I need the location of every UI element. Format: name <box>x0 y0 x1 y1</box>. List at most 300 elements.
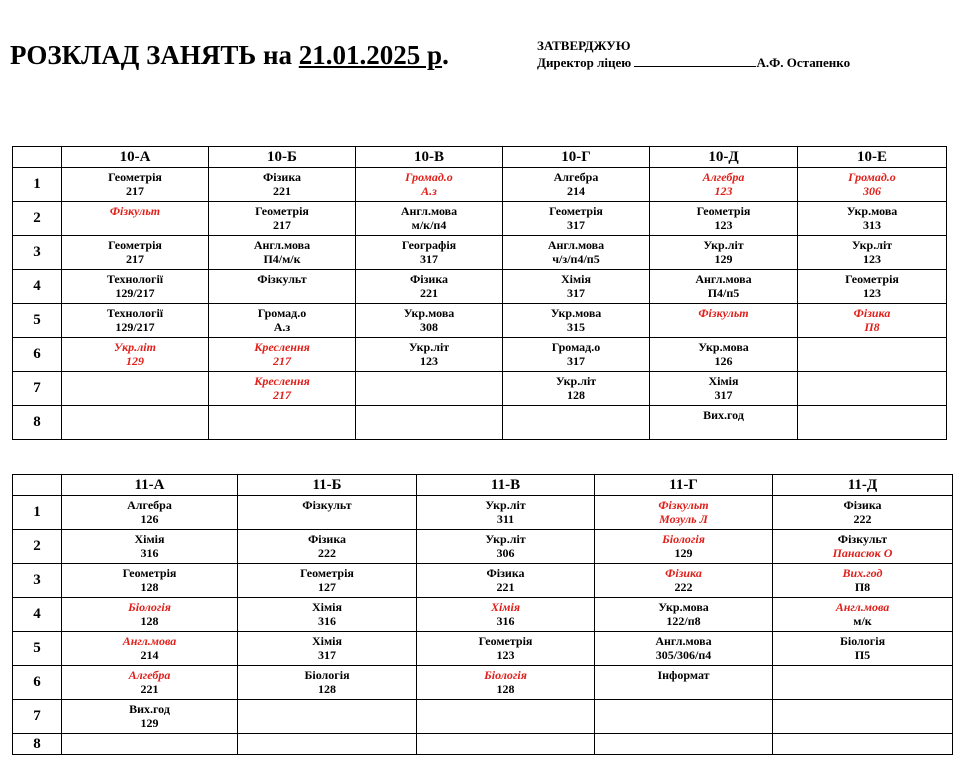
lesson-number: 1 <box>13 168 62 202</box>
subject: Креслення <box>254 374 310 388</box>
room: 217 <box>273 218 291 232</box>
room: П8 <box>854 580 871 594</box>
class-header: 11-А <box>62 475 238 496</box>
header-row <box>13 147 947 168</box>
room: П4/п5 <box>707 286 740 300</box>
lesson-cell <box>503 372 650 406</box>
lesson-entry <box>417 598 594 628</box>
lesson-number: 4 <box>13 598 62 632</box>
subject: Вих.год <box>842 566 883 580</box>
lesson-cell <box>209 304 356 338</box>
lesson-entry <box>595 530 772 560</box>
room: 316 <box>140 546 159 560</box>
subject: Хімія <box>708 374 739 388</box>
lesson-entry <box>62 202 208 218</box>
lesson-cell <box>773 598 953 632</box>
lesson-entry <box>209 304 355 334</box>
schedule-table-10 <box>12 146 947 440</box>
room: П5 <box>854 648 871 662</box>
lesson-row <box>13 666 953 700</box>
lesson-entry <box>62 530 237 560</box>
subject: Геометрія <box>300 566 354 580</box>
room: 316 <box>318 614 336 628</box>
lesson-cell <box>62 338 209 372</box>
lesson-entry <box>62 236 208 266</box>
lesson-cell <box>238 598 417 632</box>
lesson-cell <box>209 338 356 372</box>
lesson-entry <box>62 666 237 696</box>
room: 317 <box>318 648 336 662</box>
room: 129 <box>714 252 733 266</box>
room: 214 <box>140 648 159 662</box>
subject: Укр.літ <box>408 340 450 354</box>
lesson-cell <box>417 666 595 700</box>
lesson-cell <box>209 372 356 406</box>
lesson-entry <box>209 406 355 408</box>
lesson-entry <box>238 564 416 594</box>
lesson-entry <box>798 168 946 198</box>
lesson-cell <box>595 700 773 734</box>
room: А.з <box>421 184 437 198</box>
lesson-entry <box>238 700 416 702</box>
lesson-row <box>13 632 953 666</box>
lesson-entry <box>62 734 237 736</box>
room: 222 <box>674 580 693 594</box>
lesson-cell <box>417 700 595 734</box>
lesson-entry <box>417 530 594 560</box>
subject: Геометрія <box>122 566 177 580</box>
lesson-entry <box>62 304 208 334</box>
lesson-row <box>13 202 947 236</box>
lesson-entry <box>62 564 237 594</box>
lesson-entry <box>62 496 237 526</box>
signature-blank <box>634 56 756 67</box>
lesson-cell <box>650 372 798 406</box>
subject: Алгебра <box>702 170 745 184</box>
subject: Хімія <box>490 600 521 614</box>
room: 311 <box>496 512 515 526</box>
subject: Англ.мова <box>835 600 890 614</box>
lesson-cell <box>503 338 650 372</box>
subject: Фізика <box>665 566 702 580</box>
subject: Укр.мова <box>658 600 709 614</box>
subject: Хімія <box>312 634 342 648</box>
lesson-cell <box>503 304 650 338</box>
subject: Креслення <box>254 340 310 354</box>
subject: Фізкульт <box>257 272 307 286</box>
lesson-row <box>13 304 947 338</box>
lesson-cell <box>798 236 947 270</box>
lesson-entry <box>62 338 208 368</box>
approve-name: А.Ф. Остапенко <box>756 55 851 70</box>
lesson-cell <box>798 338 947 372</box>
lesson-entry <box>798 270 946 300</box>
class-header: 11-Б <box>238 475 417 496</box>
lesson-entry <box>595 666 772 682</box>
subject: Громад.о <box>551 340 601 354</box>
subject: Укр.літ <box>485 532 526 546</box>
lesson-cell <box>209 168 356 202</box>
lesson-entry <box>209 168 355 198</box>
subject: Фізика <box>307 532 347 546</box>
lesson-cell <box>595 632 773 666</box>
lesson-cell <box>595 734 773 755</box>
room: 129/217 <box>115 286 155 300</box>
room: 123 <box>714 218 733 232</box>
subject: Англ.мова <box>695 272 752 286</box>
lesson-entry <box>209 270 355 286</box>
room: 306 <box>496 546 515 560</box>
lesson-cell <box>62 304 209 338</box>
room: 214 <box>567 184 585 198</box>
lesson-entry <box>650 236 797 266</box>
lesson-entry <box>209 338 355 368</box>
room: П4/м/к <box>263 252 301 266</box>
lesson-number: 1 <box>13 496 62 530</box>
subject: Геометрія <box>478 634 533 648</box>
lesson-cell <box>595 666 773 700</box>
lesson-entry <box>62 270 208 300</box>
room: 221 <box>496 580 515 594</box>
lesson-cell <box>62 236 209 270</box>
lesson-entry <box>503 304 649 334</box>
lesson-cell <box>62 632 238 666</box>
subject: Біологія <box>304 668 350 682</box>
lesson-entry <box>417 496 594 526</box>
subject: Геометрія <box>108 238 162 252</box>
lesson-cell <box>238 496 417 530</box>
lesson-entry <box>798 338 946 340</box>
lesson-entry <box>798 202 946 232</box>
room: 129/217 <box>115 320 155 334</box>
room: 217 <box>126 252 144 266</box>
lesson-entry <box>798 236 946 266</box>
room: 123 <box>714 184 733 198</box>
lesson-entry <box>238 530 416 560</box>
lesson-cell <box>650 202 798 236</box>
lesson-cell <box>238 734 417 755</box>
lesson-number: 8 <box>13 406 62 440</box>
lesson-number: 2 <box>13 530 62 564</box>
lesson-entry <box>503 338 649 368</box>
subject: Геометрія <box>108 170 162 184</box>
subject: Громад.о <box>257 306 307 320</box>
lesson-entry <box>62 632 237 662</box>
lesson-number: 2 <box>13 202 62 236</box>
lesson-entry <box>650 338 797 368</box>
room: 129 <box>140 716 159 730</box>
lesson-cell <box>650 236 798 270</box>
lesson-entry <box>595 564 772 594</box>
room: 306 <box>863 184 881 198</box>
lesson-entry <box>238 734 416 736</box>
lesson-entry <box>773 700 952 702</box>
room: 217 <box>273 388 291 402</box>
lesson-number: 8 <box>13 734 62 755</box>
room: 128 <box>140 614 159 628</box>
subject: Укр.літ <box>485 498 526 512</box>
subject: Фізика <box>843 498 882 512</box>
class-header: 11-Г <box>595 475 773 496</box>
lesson-cell <box>238 564 417 598</box>
lesson-cell <box>62 270 209 304</box>
lesson-cell <box>62 168 209 202</box>
lesson-cell <box>356 406 503 440</box>
lesson-row <box>13 496 953 530</box>
subject: Алгебра <box>127 498 172 512</box>
lesson-entry <box>417 564 594 594</box>
class-header: 10-Б <box>209 147 356 168</box>
lesson-cell <box>417 496 595 530</box>
subject: Англ.мова <box>400 204 458 218</box>
lesson-entry <box>650 202 797 232</box>
subject: Англ.мова <box>253 238 311 252</box>
lesson-cell <box>798 372 947 406</box>
lesson-entry <box>209 372 355 402</box>
lesson-entry <box>417 666 594 696</box>
room: 129 <box>126 354 144 368</box>
lesson-number: 3 <box>13 564 62 598</box>
lesson-entry <box>356 202 502 232</box>
subject: Фізкульт <box>698 306 749 320</box>
class-header: 10-А <box>62 147 209 168</box>
lesson-row <box>13 530 953 564</box>
lesson-entry <box>417 632 594 662</box>
lesson-cell <box>238 632 417 666</box>
lesson-entry <box>650 372 797 402</box>
lesson-cell <box>650 168 798 202</box>
room: ч/з/п4/п5 <box>552 252 600 266</box>
lesson-cell <box>503 406 650 440</box>
lesson-entry <box>773 666 952 668</box>
lesson-row <box>13 564 953 598</box>
lesson-entry <box>356 236 502 266</box>
subject: Біологія <box>128 600 171 614</box>
lesson-entry <box>798 406 946 408</box>
room: 217 <box>126 184 144 198</box>
subject: Фізика <box>486 566 525 580</box>
lesson-entry <box>773 598 952 628</box>
lesson-entry <box>650 304 797 320</box>
room: 128 <box>318 682 336 696</box>
lesson-cell <box>773 666 953 700</box>
subject: Укр.літ <box>555 374 597 388</box>
lesson-entry <box>650 168 797 198</box>
lesson-cell <box>62 202 209 236</box>
room: 308 <box>420 320 438 334</box>
subject: Укр.літ <box>114 340 156 354</box>
lesson-entry <box>62 700 237 730</box>
lesson-number: 3 <box>13 236 62 270</box>
lesson-row <box>13 372 947 406</box>
subject: Англ.мова <box>122 634 177 648</box>
class-header: 10-Е <box>798 147 947 168</box>
subject: Укр.мова <box>403 306 455 320</box>
subject: Вих.год <box>129 702 170 716</box>
lesson-row <box>13 734 953 755</box>
room: м/к/п4 <box>411 218 447 232</box>
lesson-entry <box>62 406 208 408</box>
lesson-cell <box>417 598 595 632</box>
lesson-row <box>13 270 947 304</box>
lesson-cell <box>798 270 947 304</box>
lesson-cell <box>62 372 209 406</box>
lesson-entry <box>209 202 355 232</box>
lesson-entry <box>798 372 946 374</box>
lesson-entry <box>650 406 797 422</box>
lesson-entry <box>503 270 649 300</box>
room: 317 <box>567 354 585 368</box>
subject: Фізкульт <box>658 498 709 512</box>
lesson-entry <box>62 598 237 628</box>
lesson-entry <box>209 236 355 266</box>
lesson-cell <box>773 700 953 734</box>
room: 221 <box>140 682 159 696</box>
room: 123 <box>496 648 515 662</box>
lesson-cell <box>798 202 947 236</box>
class-header: 11-В <box>417 475 595 496</box>
lesson-entry <box>773 632 952 662</box>
lesson-entry <box>595 734 772 736</box>
subject: Фізкульт <box>109 204 161 218</box>
lesson-entry <box>238 632 416 662</box>
lesson-entry <box>356 304 502 334</box>
lesson-row <box>13 598 953 632</box>
room: 305/306/п4 <box>655 648 712 662</box>
lesson-cell <box>773 564 953 598</box>
subject: Технології <box>106 306 164 320</box>
subject: Алгебра <box>128 668 171 682</box>
subject: Укр.мова <box>550 306 602 320</box>
lesson-cell <box>238 700 417 734</box>
room: 128 <box>496 682 515 696</box>
header-row <box>13 475 953 496</box>
subject: Біологія <box>839 634 886 648</box>
room: 222 <box>853 512 872 526</box>
approve-heading: ЗАТВЕРДЖУЮ <box>537 38 631 53</box>
lesson-cell <box>356 236 503 270</box>
room: А.з <box>273 320 291 334</box>
lesson-entry <box>595 700 772 702</box>
room: Мозуль Л <box>659 512 708 526</box>
room: 126 <box>140 512 159 526</box>
header-corner <box>13 147 62 168</box>
subject: Геометрія <box>696 204 751 218</box>
room: 128 <box>140 580 159 594</box>
lesson-cell <box>356 168 503 202</box>
lesson-cell <box>209 270 356 304</box>
lesson-cell <box>62 530 238 564</box>
approve-position: Директор ліцею <box>537 55 635 70</box>
lesson-cell <box>356 372 503 406</box>
lesson-entry <box>356 372 502 374</box>
subject: Алгебра <box>553 170 599 184</box>
subject: Геометрія <box>255 204 309 218</box>
room: 123 <box>420 354 438 368</box>
subject: Геометрія <box>549 204 603 218</box>
subject: Фізкульт <box>302 498 352 512</box>
lesson-row <box>13 236 947 270</box>
lesson-entry <box>238 496 416 512</box>
lesson-cell <box>356 338 503 372</box>
subject: Географія <box>401 238 457 252</box>
lesson-number: 6 <box>13 666 62 700</box>
lesson-number: 7 <box>13 372 62 406</box>
lesson-entry <box>595 496 772 526</box>
lesson-cell <box>417 530 595 564</box>
lesson-cell <box>62 598 238 632</box>
approval-block <box>537 37 850 71</box>
page-title <box>10 40 449 71</box>
lesson-cell <box>503 202 650 236</box>
lesson-cell <box>238 666 417 700</box>
approve-signature-line <box>537 54 850 71</box>
room: 129 <box>674 546 693 560</box>
title-suffix: . <box>442 40 449 70</box>
lesson-number: 7 <box>13 700 62 734</box>
lesson-cell <box>62 734 238 755</box>
subject: Укр.мова <box>846 204 898 218</box>
room: 317 <box>420 252 438 266</box>
lesson-entry <box>595 598 772 628</box>
room: 316 <box>496 614 515 628</box>
subject: Фізика <box>262 170 302 184</box>
lesson-cell <box>417 734 595 755</box>
room: 123 <box>863 286 881 300</box>
lesson-entry <box>773 734 952 736</box>
room: 122/п8 <box>666 614 701 628</box>
lesson-cell <box>417 564 595 598</box>
lesson-entry <box>773 564 952 594</box>
room: 317 <box>567 286 585 300</box>
subject: Технології <box>106 272 164 286</box>
class-header: 10-Г <box>503 147 650 168</box>
room: 315 <box>567 320 585 334</box>
room: 217 <box>273 354 291 368</box>
lesson-number: 6 <box>13 338 62 372</box>
lesson-cell <box>238 530 417 564</box>
lesson-entry <box>356 270 502 300</box>
lesson-entry <box>773 496 952 526</box>
lesson-cell <box>62 666 238 700</box>
room: 126 <box>714 354 733 368</box>
subject: Вих.год <box>703 408 744 422</box>
lesson-number: 4 <box>13 270 62 304</box>
lesson-entry <box>798 304 946 334</box>
lesson-cell <box>595 564 773 598</box>
lesson-entry <box>356 406 502 408</box>
lesson-cell <box>773 530 953 564</box>
lesson-entry <box>62 168 208 198</box>
lesson-entry <box>650 270 797 300</box>
lesson-entry <box>238 666 416 696</box>
subject: Укр.мова <box>698 340 749 354</box>
lesson-entry <box>417 700 594 702</box>
lesson-cell <box>773 734 953 755</box>
lesson-entry <box>503 236 649 266</box>
lesson-cell <box>503 270 650 304</box>
room: 127 <box>318 580 336 594</box>
subject: Укр.літ <box>703 238 744 252</box>
room: 317 <box>714 388 733 402</box>
subject: Геометрія <box>845 272 899 286</box>
room: П8 <box>864 320 880 334</box>
lesson-cell <box>356 304 503 338</box>
title-date: 21.01.2025 р <box>298 40 443 70</box>
room: 317 <box>567 218 585 232</box>
lesson-cell <box>62 496 238 530</box>
subject: Хімія <box>561 272 591 286</box>
